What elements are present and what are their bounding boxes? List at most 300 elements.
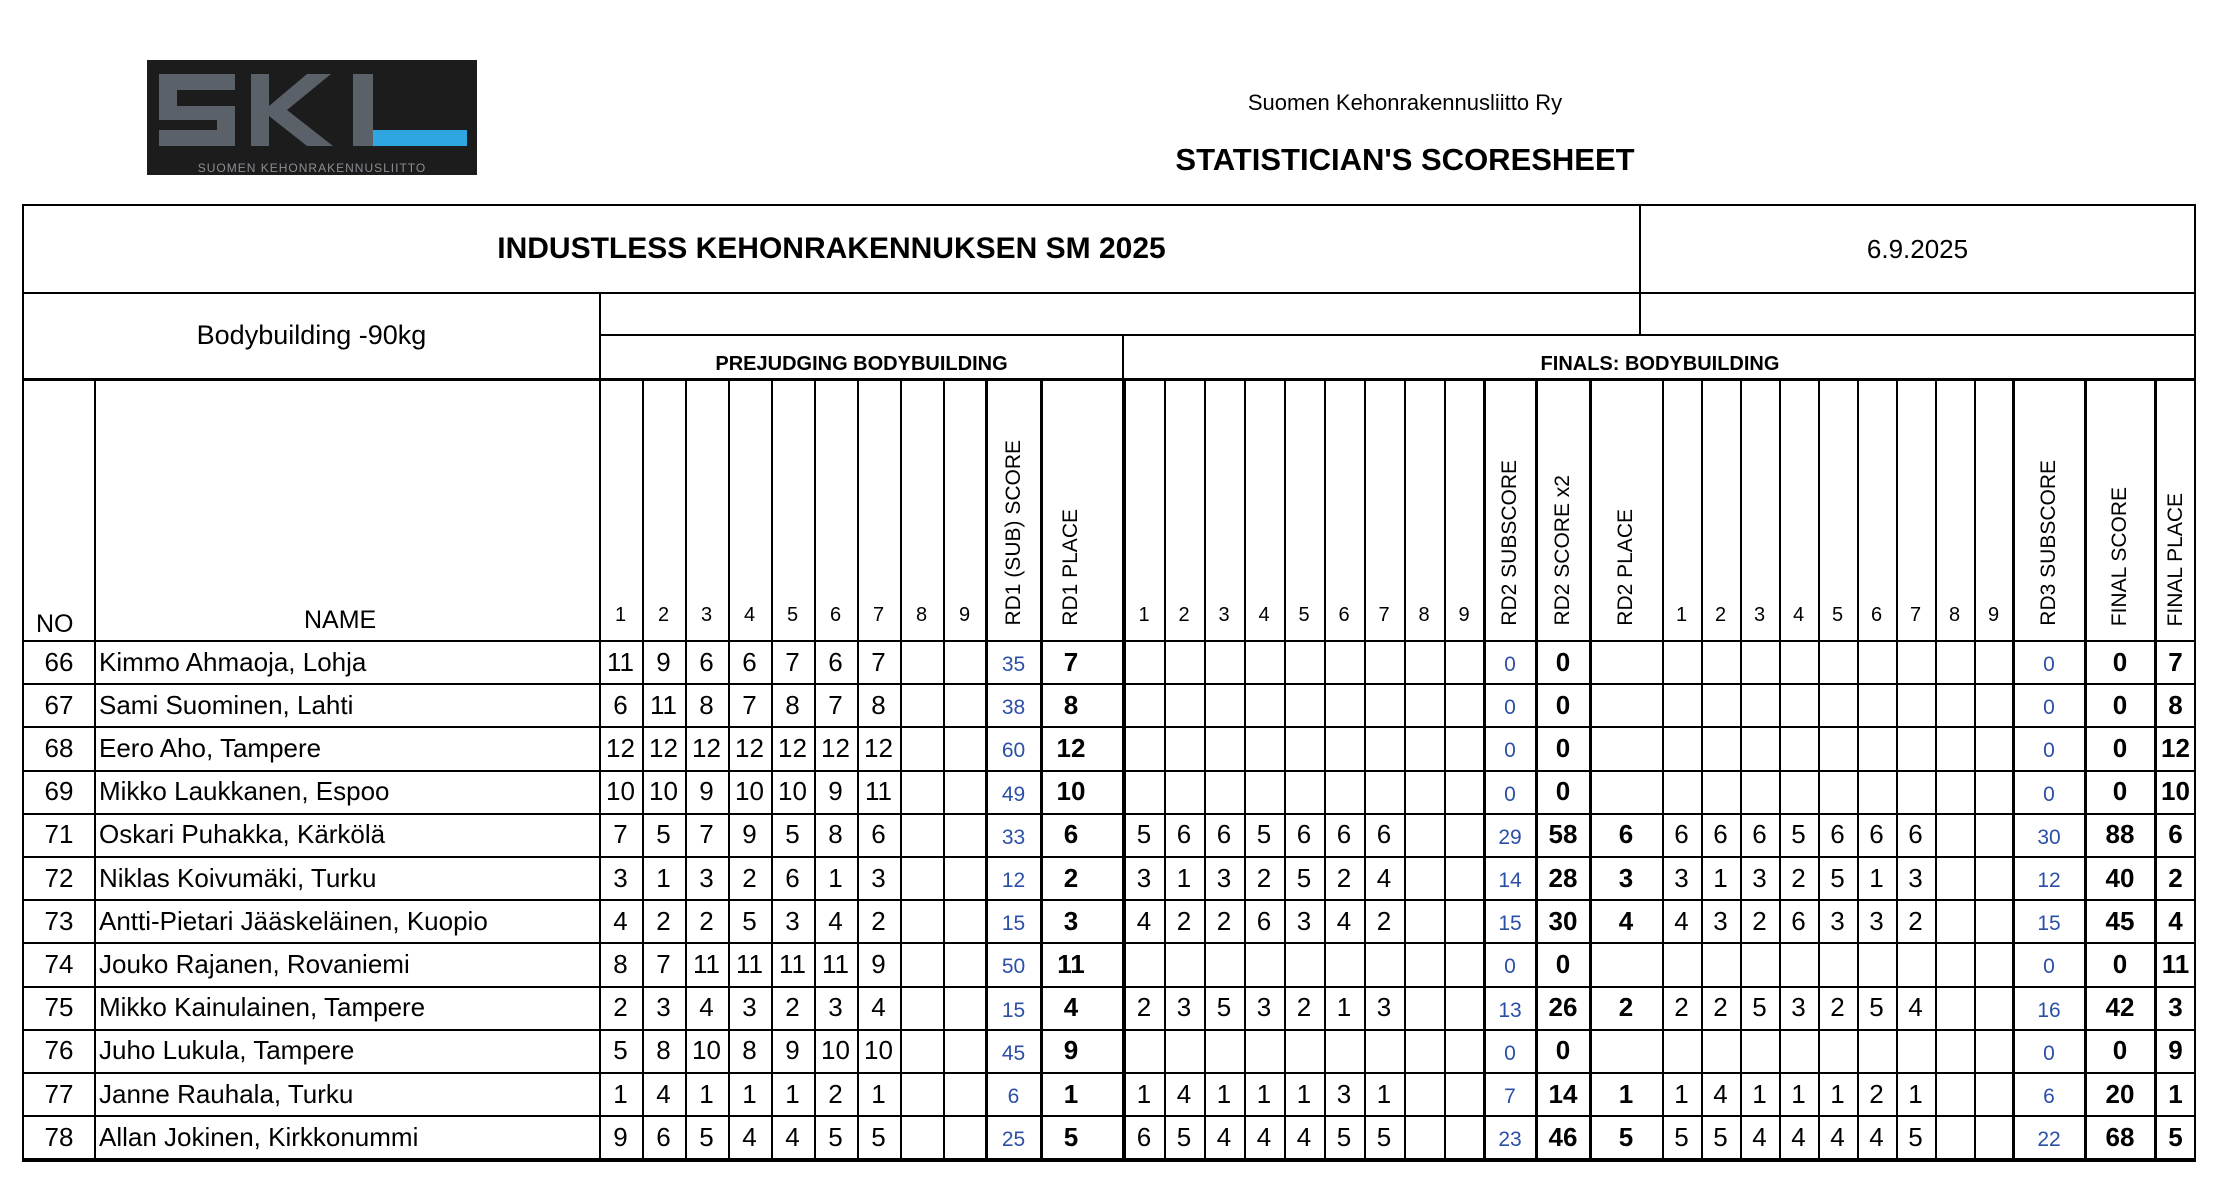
rd2-judge-score: 2	[1216, 905, 1232, 936]
rd1-judge-score: 12	[692, 732, 721, 763]
rd2-judge-score: 2	[1136, 992, 1152, 1023]
athlete-name: Antti-Pietari Jääskeläinen, Kuopio	[99, 905, 488, 936]
rd2-judge-score	[1244, 943, 1284, 985]
rd2-judge-score	[1444, 943, 1484, 985]
rd3-judge-score: 2	[1752, 905, 1767, 936]
rd1-place: 12	[1056, 732, 1086, 763]
rd3-judge-score	[1974, 900, 2013, 942]
rd3-judge-score: 1	[1713, 862, 1728, 893]
rd1-judge-score: 10	[778, 776, 807, 807]
rd1-judge-score: 1	[828, 862, 843, 893]
rd3-judge-score: 4	[1713, 1078, 1728, 1109]
rd3-judge-score	[1857, 771, 1896, 813]
athlete-name: Jouko Rajanen, Rovaniemi	[99, 948, 410, 979]
rd3-judge-score: 6	[1791, 905, 1806, 936]
rd3-judge-score	[1935, 943, 1974, 985]
rd2-judge-score: 2	[1296, 992, 1312, 1023]
rd1-judge-score: 10	[692, 1035, 721, 1066]
rd3-judge-score: 1	[1869, 862, 1884, 893]
final-score: 0	[2112, 776, 2128, 807]
rd2-judge-score: 3	[1296, 905, 1312, 936]
rd2-judge-score: 2	[1376, 905, 1392, 936]
rd3-judge-score: 4	[1908, 992, 1923, 1023]
rd1-score: 12	[1001, 869, 1026, 892]
rd3-judge-score: 5	[1713, 1121, 1728, 1152]
rd1-judge-score	[943, 814, 986, 856]
rd2-judge-score	[1284, 1030, 1324, 1072]
rd3-sub: 22	[2037, 1128, 2061, 1152]
rd1-judge-score: 4	[656, 1078, 671, 1109]
rd1-place: 9	[1063, 1035, 1079, 1066]
rd3-judge-score: 3	[1752, 862, 1767, 893]
rd3-judge-score: 2	[1908, 905, 1923, 936]
rd2-judge-score	[1404, 814, 1444, 856]
rd3-judge-score	[1701, 727, 1740, 769]
rd1-judge-score: 8	[871, 689, 886, 720]
rd2-judge-score	[1324, 641, 1364, 683]
rd1-judge-score: 5	[785, 819, 800, 850]
rd1-judge-score: 6	[785, 862, 800, 893]
rd1-judge-score: 10	[649, 776, 678, 807]
rd2-sub: 0	[1504, 955, 1516, 979]
rd2-sub: 0	[1504, 739, 1516, 763]
rd3-judge-score	[1818, 771, 1857, 813]
rd2-judge-score: 6	[1216, 819, 1232, 850]
rd2-x2: 14	[1548, 1078, 1578, 1109]
final-place: 9	[2168, 1035, 2183, 1066]
rd1-score: 49	[1001, 782, 1026, 806]
rd1-judge-score: 4	[828, 905, 843, 936]
name-column-header: NAME	[304, 606, 377, 634]
rd1-judge-score: 2	[828, 1078, 843, 1109]
rd3-judge-score	[1740, 727, 1779, 769]
rd2-judge-header: 4	[1258, 604, 1270, 626]
athlete-number: 73	[44, 905, 74, 936]
rd1-place: 6	[1063, 819, 1079, 850]
rd3-judge-score	[1779, 727, 1818, 769]
rd1-judge-score: 6	[871, 819, 886, 850]
rd2-judge-score: 1	[1336, 992, 1352, 1023]
rd2-judge-score: 1	[1376, 1078, 1392, 1109]
rd3-judge-score: 1	[1752, 1078, 1767, 1109]
athlete-number: 71	[44, 819, 74, 850]
no-column-header: NO	[36, 610, 74, 638]
rd1-place: 4	[1063, 992, 1079, 1023]
rd1-judge-score	[900, 943, 943, 985]
rd2-judge-score: 2	[1176, 905, 1192, 936]
rd3-sub: 16	[2037, 998, 2061, 1022]
rd3-judge-score: 2	[1791, 862, 1806, 893]
rd3-judge-score: 4	[1674, 905, 1689, 936]
rd2-judge-score	[1124, 771, 1164, 813]
rd1-judge-header: 9	[958, 604, 971, 626]
rd2-x2: 0	[1555, 732, 1571, 763]
rd2-judge-score: 6	[1336, 819, 1352, 850]
rd2-judge-score: 3	[1336, 1078, 1352, 1109]
rd1-judge-score: 12	[606, 732, 635, 763]
rd2-judge-score	[1444, 857, 1484, 899]
rd3-judge-score	[1701, 684, 1740, 726]
rd2-judge-score	[1404, 1030, 1444, 1072]
rd1-judge-score: 8	[742, 1035, 757, 1066]
rd2-judge-score	[1404, 943, 1444, 985]
rd1-judge-score: 5	[613, 1035, 628, 1066]
athlete-number: 67	[44, 689, 74, 720]
final-place: 5	[2168, 1121, 2183, 1152]
rd1-judge-score	[900, 987, 943, 1029]
rd2-judge-score	[1324, 1030, 1364, 1072]
rd1-judge-score: 3	[613, 862, 628, 893]
rd3-judge-score: 1	[1830, 1078, 1845, 1109]
rd3-judge-score: 3	[1869, 905, 1884, 936]
rd3-judge-score: 4	[1830, 1121, 1845, 1152]
rd2-judge-score: 3	[1376, 992, 1392, 1023]
rd2-judge-score: 5	[1256, 819, 1272, 850]
rd2-judge-score: 5	[1296, 862, 1312, 893]
rd3-judge-score	[1896, 771, 1935, 813]
rd1-judge-score: 3	[742, 992, 757, 1023]
rd3-judge-score	[1935, 900, 1974, 942]
rd1-judge-score: 9	[828, 776, 843, 807]
rd1-judge-score	[943, 1073, 986, 1115]
rd2-sub: 0	[1504, 696, 1516, 720]
rd1-judge-score	[900, 771, 943, 813]
rd1-judge-score	[943, 987, 986, 1029]
rd1-judge-score: 2	[656, 905, 671, 936]
final-place: 12	[2161, 732, 2190, 763]
rd3-judge-score	[1740, 684, 1779, 726]
rd2-judge-score	[1364, 727, 1404, 769]
rd1-judge-score: 11	[607, 646, 634, 677]
rd1-judge-score: 8	[828, 819, 843, 850]
rd2-judge-header: 9	[1458, 604, 1470, 626]
rd2-x2: 0	[1555, 1035, 1571, 1066]
athlete-number: 66	[44, 646, 74, 677]
rd1-judge-score: 3	[656, 992, 671, 1023]
rd2-sub: 0	[1504, 653, 1516, 676]
rd2-judge-score	[1164, 943, 1204, 985]
rd1-judge-score: 7	[656, 948, 671, 979]
rd2-judge-score: 5	[1336, 1121, 1352, 1152]
rd2-judge-score	[1204, 771, 1244, 813]
rd3-judge-score: 6	[1830, 819, 1845, 850]
rd2-judge-score: 5	[1176, 1121, 1192, 1152]
rd3-judge-score: 6	[1752, 819, 1767, 850]
athlete-name: Oskari Puhakka, Kärkölä	[99, 819, 386, 850]
rd2-judge-header: 5	[1298, 604, 1310, 626]
rd3-judge-score: 5	[1830, 862, 1845, 893]
rd3-judge-score	[1935, 684, 1974, 726]
rd2-sub-header: RD2 SUBSCORE	[1498, 460, 1521, 626]
rd3-judge-score	[1935, 727, 1974, 769]
rd3-judge-score	[1857, 641, 1896, 683]
rd1-judge-score: 12	[778, 732, 807, 763]
final-place: 4	[2168, 905, 2183, 936]
rd2-judge-score	[1284, 641, 1324, 683]
rd2-judge-header: 8	[1418, 604, 1430, 626]
rd2-judge-score: 4	[1216, 1121, 1232, 1152]
rd3-judge-score	[1974, 727, 2013, 769]
grid-line	[24, 292, 2196, 294]
rd3-sub: 0	[2043, 955, 2055, 979]
rd1-judge-score	[900, 641, 943, 683]
rd3-sub: 6	[2043, 1085, 2055, 1108]
rd1-judge-score	[943, 641, 986, 683]
athlete-number: 74	[44, 948, 74, 979]
rd3-judge-score	[1857, 1030, 1896, 1072]
rd3-judge-score	[1818, 641, 1857, 683]
rd2-x2: 46	[1548, 1121, 1578, 1152]
final-score: 0	[2112, 646, 2128, 677]
rd1-judge-score: 5	[828, 1121, 843, 1152]
rd3-judge-score	[1662, 727, 1701, 769]
rd2-judge-score	[1124, 684, 1164, 726]
rd2-judge-score	[1164, 771, 1204, 813]
rd1-judge-score: 2	[742, 862, 757, 893]
rd2-place: 4	[1618, 905, 1634, 936]
rd2-judge-score	[1444, 771, 1484, 813]
rd3-judge-score	[1896, 1030, 1935, 1072]
rd3-judge-score	[1935, 1116, 1974, 1158]
rd3-judge-score	[1779, 684, 1818, 726]
rd2-judge-header: 7	[1378, 604, 1390, 626]
category-label: Bodybuilding -90kg	[196, 319, 427, 350]
rd2-place	[1590, 641, 1662, 683]
rd1-judge-score: 9	[785, 1035, 800, 1066]
rd3-judge-score	[1935, 987, 1974, 1029]
rd3-judge-score: 5	[1791, 819, 1806, 850]
rd1-judge-score: 8	[656, 1035, 671, 1066]
rd2-judge-score	[1364, 641, 1404, 683]
rd3-judge-score	[1818, 1030, 1857, 1072]
rd3-judge-score	[1974, 814, 2013, 856]
rd3-judge-score	[1779, 771, 1818, 813]
prejudging-section-title: PREJUDGING BODYBUILDING	[715, 352, 1008, 375]
rd2-sub: 23	[1498, 1128, 1522, 1152]
rd3-judge-score	[1701, 771, 1740, 813]
rd3-judge-score	[1779, 943, 1818, 985]
rd2-judge-score: 2	[1256, 862, 1272, 893]
rd2-place	[1590, 771, 1662, 813]
athlete-number: 77	[44, 1078, 74, 1109]
rd3-judge-score: 2	[1713, 992, 1728, 1023]
rd1-judge-score: 3	[828, 992, 843, 1023]
rd1-judge-score: 6	[656, 1121, 671, 1152]
rd2-judge-score	[1204, 1030, 1244, 1072]
final-place: 6	[2168, 819, 2183, 850]
final-place: 7	[2168, 646, 2183, 677]
event-title: INDUSTLESS KEHONRAKENNUKSEN SM 2025	[497, 232, 1166, 265]
rd1-judge-header: 1	[614, 604, 627, 626]
rd2-judge-score	[1444, 1073, 1484, 1115]
rd1-judge-header: 3	[700, 604, 713, 626]
rd3-judge-score	[1896, 943, 1935, 985]
rd1-place: 5	[1063, 1121, 1079, 1152]
rd1-judge-score: 6	[613, 689, 628, 720]
rd3-judge-score	[1662, 943, 1701, 985]
rd2-judge-score	[1404, 641, 1444, 683]
rd1-judge-score	[900, 857, 943, 899]
rd2-x2: 26	[1548, 992, 1578, 1023]
rd3-judge-score	[1974, 1030, 2013, 1072]
rd2-judge-score	[1364, 771, 1404, 813]
rd2-judge-score: 4	[1136, 905, 1152, 936]
rd3-judge-score	[1740, 641, 1779, 683]
grid-line	[1639, 206, 1641, 336]
rd3-judge-score: 5	[1752, 992, 1767, 1023]
rd1-judge-score: 12	[821, 732, 850, 763]
rd2-judge-score: 3	[1256, 992, 1272, 1023]
rd3-judge-score: 3	[1908, 862, 1923, 893]
rd3-judge-score	[1935, 814, 1974, 856]
rd1-judge-score	[943, 857, 986, 899]
rd1-judge-score: 4	[613, 905, 628, 936]
rd1-judge-score: 4	[871, 992, 886, 1023]
final-place: 2	[2168, 862, 2183, 893]
rd2-judge-score: 4	[1296, 1121, 1312, 1152]
rd3-judge-score: 6	[1908, 819, 1923, 850]
rd2-judge-score	[1164, 684, 1204, 726]
athlete-name: Janne Rauhala, Turku	[99, 1078, 354, 1109]
rd3-judge-header: 1	[1675, 604, 1688, 626]
rd1-judge-score: 4	[742, 1121, 757, 1152]
rd2-x2: 58	[1548, 819, 1578, 850]
rd2-judge-score	[1444, 1030, 1484, 1072]
rd2-place: 1	[1618, 1078, 1634, 1109]
rd2-place	[1590, 943, 1662, 985]
final-place: 11	[2161, 948, 2190, 979]
grid-line	[24, 378, 2196, 381]
final-place-header: FINAL PLACE	[2163, 492, 2187, 626]
rd2-judge-score: 4	[1376, 862, 1392, 893]
rd2-x2: 0	[1555, 646, 1571, 677]
rd3-judge-score: 4	[1752, 1121, 1767, 1152]
rd2-judge-score: 1	[1216, 1078, 1232, 1109]
athlete-number: 72	[44, 862, 74, 893]
rd1-judge-score: 10	[606, 776, 635, 807]
final-score: 88	[2105, 819, 2135, 850]
rd1-judge-score: 7	[613, 819, 628, 850]
rd3-sub-header: RD3 SUBSCORE	[2037, 460, 2060, 626]
rd2-place	[1590, 727, 1662, 769]
rd3-judge-score: 5	[1908, 1121, 1923, 1152]
rd1-judge-header: 6	[829, 604, 842, 626]
rd1-place: 10	[1056, 776, 1086, 807]
rd1-judge-score: 8	[699, 689, 714, 720]
rd2-place-header: RD2 PLACE	[1614, 509, 1637, 626]
rd2-judge-score	[1164, 1030, 1204, 1072]
rd1-judge-score: 4	[785, 1121, 800, 1152]
rd3-sub: 0	[2043, 1041, 2055, 1065]
rd2-judge-score	[1404, 727, 1444, 769]
rd3-judge-header: 2	[1714, 604, 1727, 626]
rd2-judge-score	[1164, 727, 1204, 769]
rd3-judge-score	[1857, 727, 1896, 769]
rd3-judge-score	[1740, 771, 1779, 813]
rd1-score: 25	[1001, 1128, 1026, 1152]
rd3-judge-score: 3	[1830, 905, 1845, 936]
rd1-score: 60	[1001, 739, 1026, 763]
rd2-judge-score: 6	[1256, 905, 1272, 936]
rd3-judge-score	[1935, 771, 1974, 813]
event-date: 6.9.2025	[1866, 233, 1969, 264]
rd1-judge-score: 11	[865, 776, 892, 807]
athlete-number: 68	[44, 732, 74, 763]
rd3-judge-score	[1935, 857, 1974, 899]
rd1-judge-score: 12	[864, 732, 893, 763]
rd2-judge-score	[1444, 1116, 1484, 1158]
rd3-judge-score	[1974, 857, 2013, 899]
rd2-judge-score	[1444, 987, 1484, 1029]
rd3-judge-score	[1974, 684, 2013, 726]
rd1-judge-score: 9	[871, 948, 886, 979]
rd2-x2: 0	[1555, 948, 1571, 979]
rd3-judge-score: 6	[1713, 819, 1728, 850]
rd2-judge-score	[1204, 943, 1244, 985]
rd2-judge-score	[1404, 1116, 1444, 1158]
rd1-place: 2	[1063, 862, 1079, 893]
rd3-judge-header: 7	[1909, 604, 1922, 626]
rd3-judge-score	[1701, 641, 1740, 683]
rd3-judge-score	[1740, 943, 1779, 985]
athlete-number: 69	[44, 776, 74, 807]
grid-line	[24, 1158, 2196, 1160]
rd1-judge-header: 5	[786, 604, 799, 626]
rd3-judge-score: 2	[1830, 992, 1845, 1023]
rd1-judge-score: 11	[650, 689, 677, 720]
rd1-judge-header: 2	[657, 604, 670, 626]
rd3-judge-header: 5	[1831, 604, 1844, 626]
rd1-judge-score: 11	[736, 948, 763, 979]
rd3-judge-score	[1779, 1030, 1818, 1072]
rd3-judge-score	[1818, 684, 1857, 726]
rd2-judge-score	[1364, 1030, 1404, 1072]
rd2-judge-score	[1284, 684, 1324, 726]
rd3-judge-score	[1857, 943, 1896, 985]
final-score: 0	[2112, 1035, 2128, 1066]
rd3-sub: 0	[2043, 739, 2055, 763]
rd1-judge-score: 3	[699, 862, 714, 893]
rd2-judge-score	[1364, 943, 1404, 985]
rd2-place: 5	[1618, 1121, 1634, 1152]
rd2-judge-score	[1444, 684, 1484, 726]
rd1-score: 50	[1001, 955, 1026, 979]
rd2-judge-score: 6	[1136, 1121, 1152, 1152]
rd3-judge-score	[1974, 1116, 2013, 1158]
rd1-judge-score	[943, 1030, 986, 1072]
rd3-judge-score	[1701, 1030, 1740, 1072]
rd2-sub: 0	[1504, 1041, 1516, 1065]
rd1-judge-score: 10	[864, 1035, 893, 1066]
final-score: 68	[2105, 1121, 2135, 1152]
rd3-judge-header: 4	[1792, 604, 1805, 626]
athlete-name: Sami Suominen, Lahti	[99, 689, 354, 720]
logo-subtitle: SUOMEN KEHONRAKENNUSLIITTO	[197, 161, 427, 175]
rd1-judge-score	[900, 727, 943, 769]
rd3-judge-score	[1779, 641, 1818, 683]
rd1-judge-score: 6	[742, 646, 757, 677]
rd3-judge-score: 5	[1869, 992, 1884, 1023]
rd2-judge-score: 1	[1256, 1078, 1272, 1109]
rd3-judge-score	[1896, 641, 1935, 683]
rd1-place: 3	[1063, 905, 1079, 936]
rd2-x2: 0	[1555, 776, 1571, 807]
rd1-score-header: RD1 (SUB) SCORE	[1001, 440, 1025, 626]
rd1-place-header: RD1 PLACE	[1059, 509, 1082, 626]
rd2-judge-score	[1204, 641, 1244, 683]
rd3-judge-score: 1	[1791, 1078, 1806, 1109]
rd3-sub: 0	[2043, 782, 2055, 806]
